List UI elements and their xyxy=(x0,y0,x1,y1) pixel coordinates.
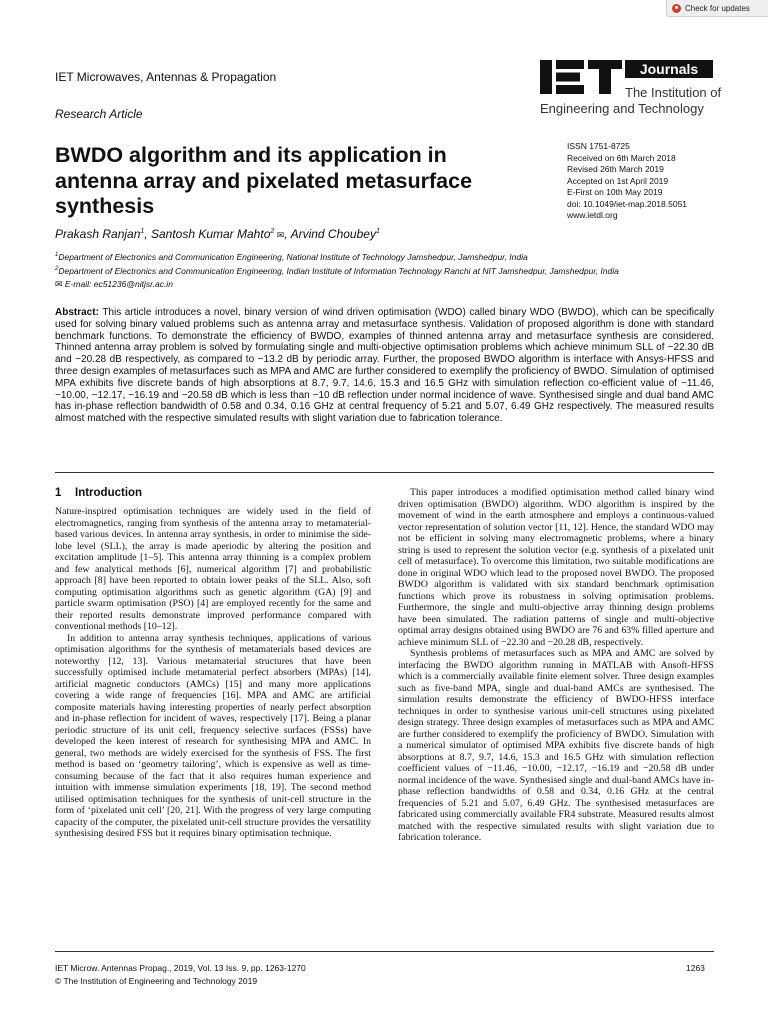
section-heading xyxy=(55,487,142,499)
abstract xyxy=(55,307,714,425)
page-number: 1263 xyxy=(686,963,705,973)
journal-name: IET Microwaves, Antennas & Propagation xyxy=(55,70,277,84)
article-title: BWDO algorithm and its application in antenna array and pixelated metasurface synthesis xyxy=(55,143,473,218)
body-paragraph: This paper introduces a modified optimisation method called binary wind driven optimisation (BWDO) algorithm. WDO algorithm is inspired by the movement of wind in the earth atmosphere and employs a continuous-valued vector representation of solution vector [11, 12]. Hence, the standard WDO may not be efficient in solving many electromagnetic problems, where a binary string is used to represent the solution vector (e.g. synthesis of a pixelated unit cell of metasurface). To overcome this limitation, two suitable modifications are done in original WDO which lead to the proposed novel BWDO. The proposed BWDO algorithm is validated with six standard benchmark optimisation functions which prove its robustness in solving optimisation problems. Furthermore, the single and multi-objective array thinning design problems have been simulated. The radiation patterns of single and multi-objective optimal array designs obtained using BWDO are 76 and 63% filled aperture and achieve minimum SLL of −22.30 and −20.28 dB, respectively. xyxy=(398,487,714,648)
accepted-date: Accepted on 1st April 2019 xyxy=(567,175,669,186)
author-affiliation-marker: 1 xyxy=(375,228,380,235)
footer-copyright: © The Institution of Engineering and Technology 2019 xyxy=(55,976,258,986)
body-paragraph: Nature-inspired optimisation techniques are widely used in the field of electromagnetics, ranging from synthesis of the antenna array to metamaterial-based various devices. In antenna array synthesis, in order to minimise the side-lobe level (SLL), the array is made aperiodic by altering the position and excitation amplitude [1–5]. This antenna array thinning is a complex problem and few analytical methods [6], numerical algorithm [7] and probabilistic approach [8] have been reported to obtain lower peaks of the SLL. Also, soft computing optimisation algorithms such as genetic algorithm (GA) [9] and particle swarm optimisation (PSO) [4] are employed recently for the same and their reported results demonstrate improved performance compared with conventional methods [10–12]. xyxy=(55,506,371,632)
abstract-label: Abstract: xyxy=(55,307,99,318)
received-date: Received on 6th March 2018 xyxy=(567,152,676,163)
check-for-updates-button[interactable] xyxy=(666,0,768,17)
doi-link[interactable]: doi: 10.1049/iet-map.2018.5051 xyxy=(567,198,688,209)
article-type: Research Article xyxy=(55,107,143,121)
website-link[interactable]: www.ietdl.org xyxy=(567,210,618,220)
author-affiliation-marker: 1 xyxy=(140,228,145,235)
efirst-date: E-First on 10th May 2019 xyxy=(567,187,663,197)
logo-journals-label: Journals xyxy=(625,60,713,78)
issn: ISSN 1751-8725 xyxy=(567,141,630,151)
author-list: Prakash Ranjan$^1$, Santosh Kumar Mahto$^2$ ✉, Arvind Choubey$^1$ xyxy=(55,227,380,241)
section-number: 1 xyxy=(55,487,62,499)
mail-icon: ✉ xyxy=(55,278,63,289)
affiliation-item xyxy=(55,263,675,277)
body-column-left xyxy=(55,506,371,840)
abstract-text: This article introduces a novel, binary version of wind driven optimisation (WDO) called binary WDO (BWDO), which can be specifically used for solving binary valued problems such as antenna array and metasurface synthesis. Validation of proposed algorithm is done with standard benchmark functions. To demonstrate the efficiency of BWDO, examples of thinned antenna array and metasurface synthesis are considered. Thinned antenna array problem is solved by formulating single and multi-objective optimisation problems which achieve minimum SLL of −22.30 dB and −20.28 dB respectively, as compared to −13.2 dB by periodic array. Further, the proposed BWDO algorithm is interface with Ansys-HFSS and three design examples of metasurfaces such as MPA and AMC are further considered to exemplify the proficiency of BWDO. Simulation of optimised MPA exhibits five discrete bands of high absorptions at 8.7, 9.7, 14.6, 15.3 and 16.5 GHz with simulation reflection co-efficient value of −11.46, −10.00, −12.17, −16.19 and −20.58 dB which is less than −10 dB reflection under normal incidence of wave. Synthesised single and dual band AMC has in-phase reflection bandwidth of 0.58 and 0.34, 0.16 GHz at central frequency of 5.21 and 5.07, 6.49 GHz respectively. The measured results almost matched with the respective simulated results with slight variation due to fabrication tolerance. xyxy=(55,307,714,425)
author-affiliation-marker: 2 xyxy=(270,228,275,235)
footer-divider xyxy=(55,951,714,952)
author-name: Prakash Ranjan xyxy=(55,227,141,241)
logo-institution-line-2: Engineering and Technology xyxy=(540,101,704,116)
article-info xyxy=(567,141,687,222)
update-badge-icon xyxy=(672,4,681,13)
check-for-updates-label: Check for updates xyxy=(685,3,750,13)
affiliation-number: 2 xyxy=(55,266,59,273)
body-paragraph: In addition to antenna array synthesis techniques, applications of various optimisation algorithms for the synthesis of metamaterials based devices are noteworthy [12, 13]. Various metamaterial structures that have been successfully optimised include metamaterial perfect absorbers (MPAs) [14], artificial magnetic conductors (AMCs) [15] and many more applications covering a wide range of frequencies [16]. MPA and AMC are artificial composite materials having interesting properties of nearly perfect absorption and in-phase reflection for incident of waves, respectively [17]. Being a planar periodic structure of its unit cell, frequency selective surfaces (FSSs) have developed the keen interest of research for synthesising MPA and AMC. In general, two methods are widely exercised for the synthesis of FSS. The first method is based on ‘geometry tailoring’, which is expensive as well as time-consuming because of the fact that it also requires human experience and intuition with immense simulation experiments [18, 19]. The second method utilised optimisation techniques for the synthesis of unit-cell structure in the form of ‘pixelated unit cell’ [20, 21]. With the progress of very large computing capacity of the computer, the pixelated unit-cell structure provides the versatility synthesising desired FSS but it requires binary optimisation technique. xyxy=(55,632,371,839)
corresponding-email xyxy=(55,278,675,291)
affiliation-number: 1 xyxy=(55,252,59,258)
revised-date: Revised 26th March 2019 xyxy=(567,164,664,174)
author-name: Santosh Kumar Mahto xyxy=(150,227,271,241)
affiliations xyxy=(55,249,675,290)
iet-logo-mark xyxy=(540,60,622,94)
footer-citation: IET Microw. Antennas Propag., 2019, Vol. 13 Iss. 9, pp. 1263-1270 xyxy=(55,963,306,973)
email-address[interactable]: E-mail: ec51236@nitjsr.ac.in xyxy=(64,278,173,289)
affiliation-text: Department of Electronics and Communication Engineering, National Institute of Technology Jamshedpur, Jamshedpur, India xyxy=(58,251,528,262)
author-name: Arvind Choubey xyxy=(290,227,376,241)
affiliation-text: Department of Electronics and Communication Engineering, Indian Institute of Information Technology Ranchi at NIT Jamshedpur, Jamshedpur, India xyxy=(58,266,619,277)
logo-institution-line-1: The Institution of xyxy=(625,85,722,100)
body-column-right xyxy=(398,487,714,844)
body-paragraph: Synthesis problems of metasurfaces such as MPA and AMC are solved by interfacing the BWDO algorithm running in MATLAB with Ansoft-HFSS which is a commercially available finite element solver. Three design examples such as five-band MPA, single and dual-band AMCs are synthesised. The simulation results demonstrate the efficiency of BWDO-HFSS interface techniques in order to synthesise various unit-cell structures using pixelated design strategy. Three design examples of metasurfaces such as MPA and AMC are further considered to exemplify the proficiency of BWDO. Simulation with a numerical simulator of optimised MPA exhibits five discrete bands of high absorptions at 8.7, 9.7, 14.6, 15.3 and 16.5 GHz with simulation reflection coefficient values of −11.46, −10.00, −12.17, −16.19 and −20.58 dB under normal incidence of the wave. Synthesised single and dual-band AMCs have in-phase reflection bandwidths of 0.58 and 0.34, 0.16 GHz at the central frequencies of 5.21 and 5.07, 6.49 GHz. The synthesised metasurfaces are fabricated using commercially available FR4 substrate. Measured results almost matched with the respective simulated results with slight variation due to fabrication tolerance. xyxy=(398,648,714,843)
section-title: Introduction xyxy=(75,487,143,499)
iet-logo xyxy=(540,57,722,127)
divider xyxy=(55,472,714,473)
affiliation-item xyxy=(55,249,675,263)
corresponding-author-mail-icon: ✉ xyxy=(274,230,285,240)
